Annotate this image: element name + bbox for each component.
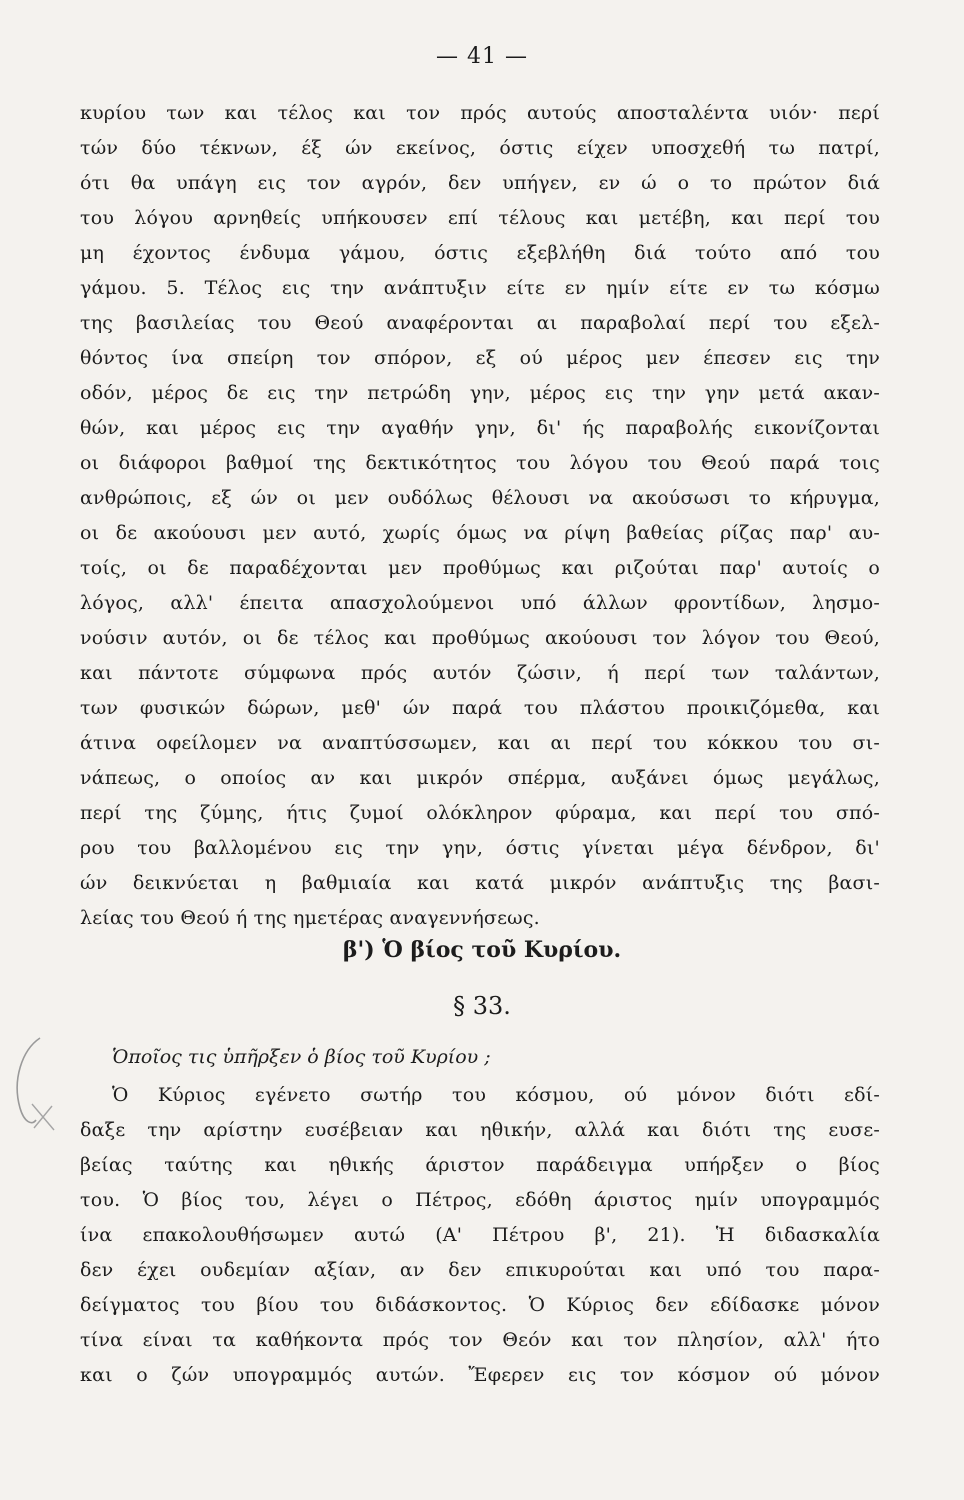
text-line: τίνα είναι τα καθήκοντα πρός τον Θεόν και τον πλησίον, αλλ' ήτο — [80, 1329, 880, 1351]
section-question: Ὁποῖος τις ὑπῆρξεν ὁ βίος τοῦ Κυρίου ; — [112, 1046, 491, 1068]
text-line: και πάντοτε σύμφωνα πρός αυτόν ζώσιν, ή περί των ταλάντων, — [80, 662, 880, 684]
text-line: τοίς, οι δε παραδέχονται μεν προθύμως και ριζούται παρ' αυτοίς ο — [80, 557, 880, 579]
text-line: περί της ζύμης, ήτις ζυμοί ολόκληρον φύραμα, και περί του σπό- — [80, 802, 880, 824]
text-line: και ο ζών υπογραμμός αυτών. Ἔφερεν εις τον κόσμον ού μόνον — [80, 1364, 880, 1386]
text-line: οι διάφοροι βαθμοί της δεκτικότητος του λόγου του Θεού παρά τοις — [80, 452, 880, 474]
text-line: λείας του Θεού ή της ημετέρας αναγεννήσεως. — [80, 907, 540, 929]
text-line: των φυσικών δώρων, μεθ' ών παρά του πλάστου προικιζόμεθα, και — [80, 697, 880, 719]
text-line: θόντος ίνα σπείρη τον σπόρον, εξ ού μέρος μεν έπεσεν εις την — [80, 347, 880, 369]
text-line: τών δύο τέκνων, έξ ών εκείνος, όστις είχεν υποσχεθή τω πατρί, — [80, 137, 880, 159]
section-heading: β') Ὁ βίος τοῦ Κυρίου. — [342, 937, 622, 963]
paragraph-life-of-lord — [80, 1078, 880, 1393]
text-line: της βασιλείας του Θεού αναφέρονται αι παραβολαί περί του εξελ- — [80, 312, 880, 334]
text-line: δείγματος του βίου του διδάσκοντος. Ὁ Κύριος δεν εδίδασκε μόνον — [80, 1294, 880, 1316]
text-line: νούσιν αυτόν, οι δε τέλος και προθύμως ακούουσι τον λόγον του Θεού, — [80, 627, 880, 649]
text-line: του. Ὁ βίος του, λέγει ο Πέτρος, εδόθη άριστος ημίν υπογραμμός — [80, 1189, 880, 1211]
text-line: ότι θα υπάγη εις τον αγρόν, δεν υπήγεν, εν ώ ο το πρώτον διά — [80, 172, 880, 194]
text-line: ών δεικνύεται η βαθμιαία και κατά μικρόν ανάπτυξις της βασι- — [80, 872, 880, 894]
paragraph-parables — [80, 96, 880, 936]
text-line: ρου του βαλλομένου εις την γην, όστις γίνεται μέγα δένδρον, δι' — [80, 837, 880, 859]
section-number: § 33. — [453, 992, 511, 1020]
text-line: κυρίου των και τέλος και τον πρός αυτούς αποσταλέντα υιόν· περί — [80, 102, 880, 124]
text-line: ίνα επακολουθήσωμεν αυτώ (Α' Πέτρου β', 21). Ἡ διδασκαλία — [80, 1224, 880, 1246]
text-line: δαξε την αρίστην ευσέβειαν και ηθικήν, αλλά και διότι της ευσε- — [80, 1119, 880, 1141]
text-line: δεν έχει ουδεμίαν αξίαν, αν δεν επικυρούται και υπό του παρα- — [80, 1259, 880, 1281]
text-line: θών, και μέρος εις την αγαθήν γην, δι' ής παραβολής εικονίζονται — [80, 417, 880, 439]
text-line: λόγος, αλλ' έπειτα απασχολούμενοι υπό άλλων φροντίδων, λησμο- — [80, 592, 880, 614]
handwritten-margin-mark-icon — [2, 1030, 62, 1140]
text-line: γάμου. 5. Τέλος εις την ανάπτυξιν είτε εν ημίν είτε εν τω κόσμω — [80, 277, 880, 299]
text-line: μη έχοντος ένδυμα γάμου, όστις εξεβλήθη διά τούτο από του — [80, 242, 880, 264]
text-line: ανθρώποις, εξ ών οι μεν ουδόλως θέλουσι να ακούσωσι το κήρυγμα, — [80, 487, 880, 509]
text-line: νάπεως, ο οποίος αν και μικρόν σπέρμα, αυξάνει όμως μεγάλως, — [80, 767, 880, 789]
text-line: του λόγου αρνηθείς υπήκουσεν επί τέλους και μετέβη, και περί του — [80, 207, 880, 229]
text-line: οδόν, μέρος δε εις την πετρώδη γην, μέρος εις την γην μετά ακαν- — [80, 382, 880, 404]
text-line: βείας ταύτης και ηθικής άριστον παράδειγμα υπήρξεν ο βίος — [80, 1154, 880, 1176]
text-line: οι δε ακούουσι μεν αυτό, χωρίς όμως να ρίψη βαθείας ρίζας παρ' αυ- — [80, 522, 880, 544]
page-number: — 41 — — [436, 44, 528, 69]
text-line: Ὁ Κύριος εγένετο σωτήρ του κόσμου, ού μόνον διότι εδί- — [112, 1084, 880, 1106]
text-line: άτινα οφείλομεν να αναπτύσσωμεν, και αι περί του κόκκου του σι- — [80, 732, 880, 754]
